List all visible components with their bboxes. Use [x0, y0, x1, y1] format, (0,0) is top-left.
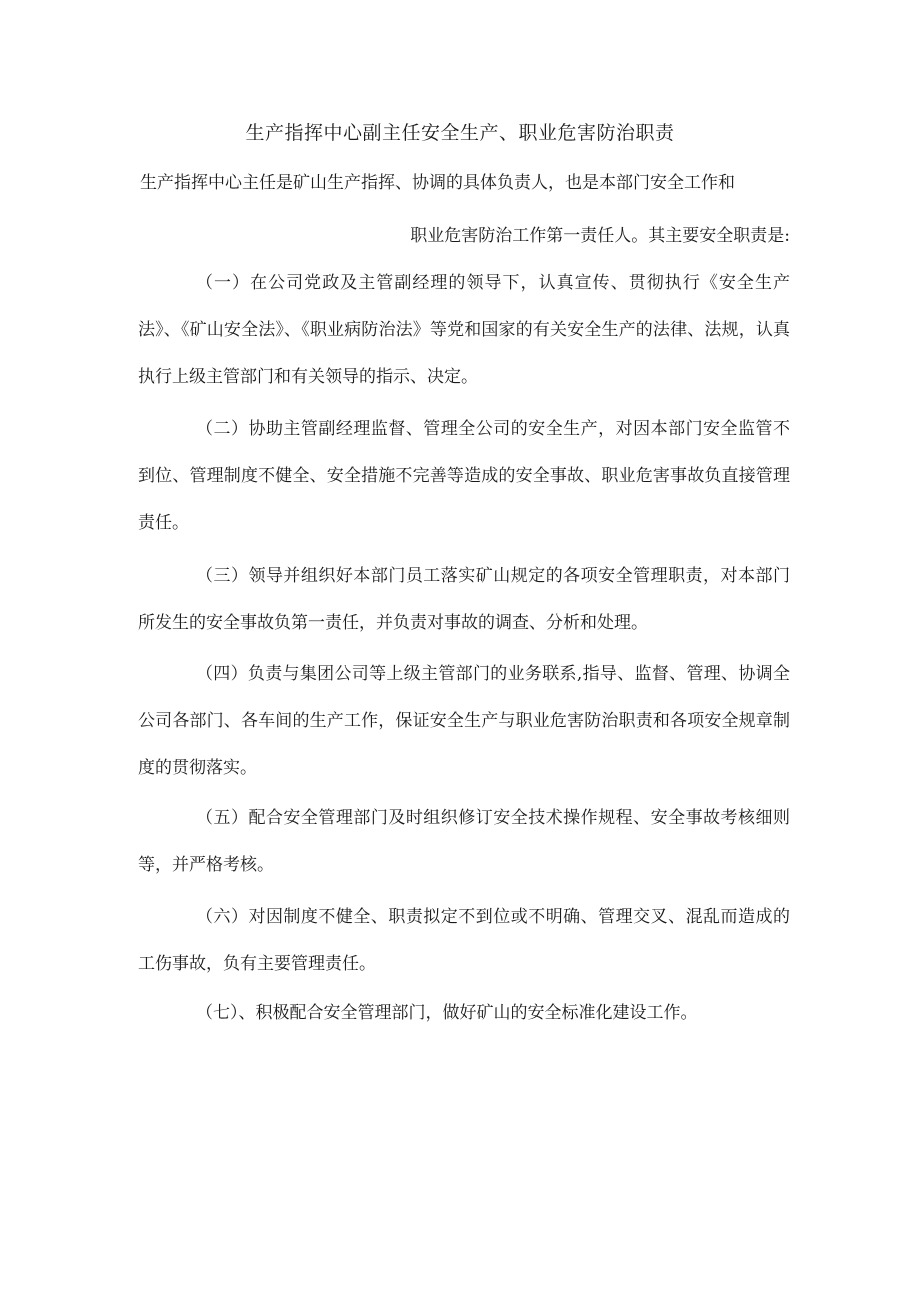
duty-item-2: （二）协助主管副经理监督、管理全公司的安全生产，对因本部门安全监管不到位、管理制度不健全、安全措施不完善等造成的安全事故、职业危害事故负直接管理责任。 [138, 419, 790, 533]
duty-item-4: （四）负责与集团公司等上级主管部门的业务联系,指导、监督、管理、协调全公司各部门、各车间的生产工作，保证安全生产与职业危害防治职责和各项安全规章制度的贯彻落实。 [138, 664, 790, 778]
duty-item-6: （六）对因制度不健全、职责拟定不到位或不明确、管理交叉、混乱而造成的工伤事故，负有主要管理责任。 [138, 907, 790, 974]
duty-item-5: （五）配合安全管理部门及时组织修订安全技术操作规程、安全事故考核细则等，并严格考核。 [138, 808, 790, 875]
intro-line-2: 职业危害防治工作第一责任人。其主要安全职责是: [410, 226, 790, 246]
intro-line-1: 生产指挥中心主任是矿山生产指挥、协调的具体负责人，也是本部门安全工作和 [140, 173, 735, 193]
duty-item-1: （一）在公司党政及主管副经理的领导下，认真宣传、贯彻执行《安全生产法》、《矿山安全法》、《职业病防治法》等党和国家的有关安全生产的法律、法规，认真执行上级主管部门和有关领导的指示、决定。 [138, 273, 790, 387]
duty-item-3: （三）领导并组织好本部门员工落实矿山规定的各项安全管理职责，对本部门所发生的安全事故负第一责任，并负责对事故的调查、分析和处理。 [138, 566, 790, 633]
document-title: 生产指挥中心副主任安全生产、职业危害防治职责 [245, 122, 675, 144]
duty-item-7: （七）、积极配合安全管理部门，做好矿山的安全标准化建设工作。 [196, 1003, 698, 1023]
